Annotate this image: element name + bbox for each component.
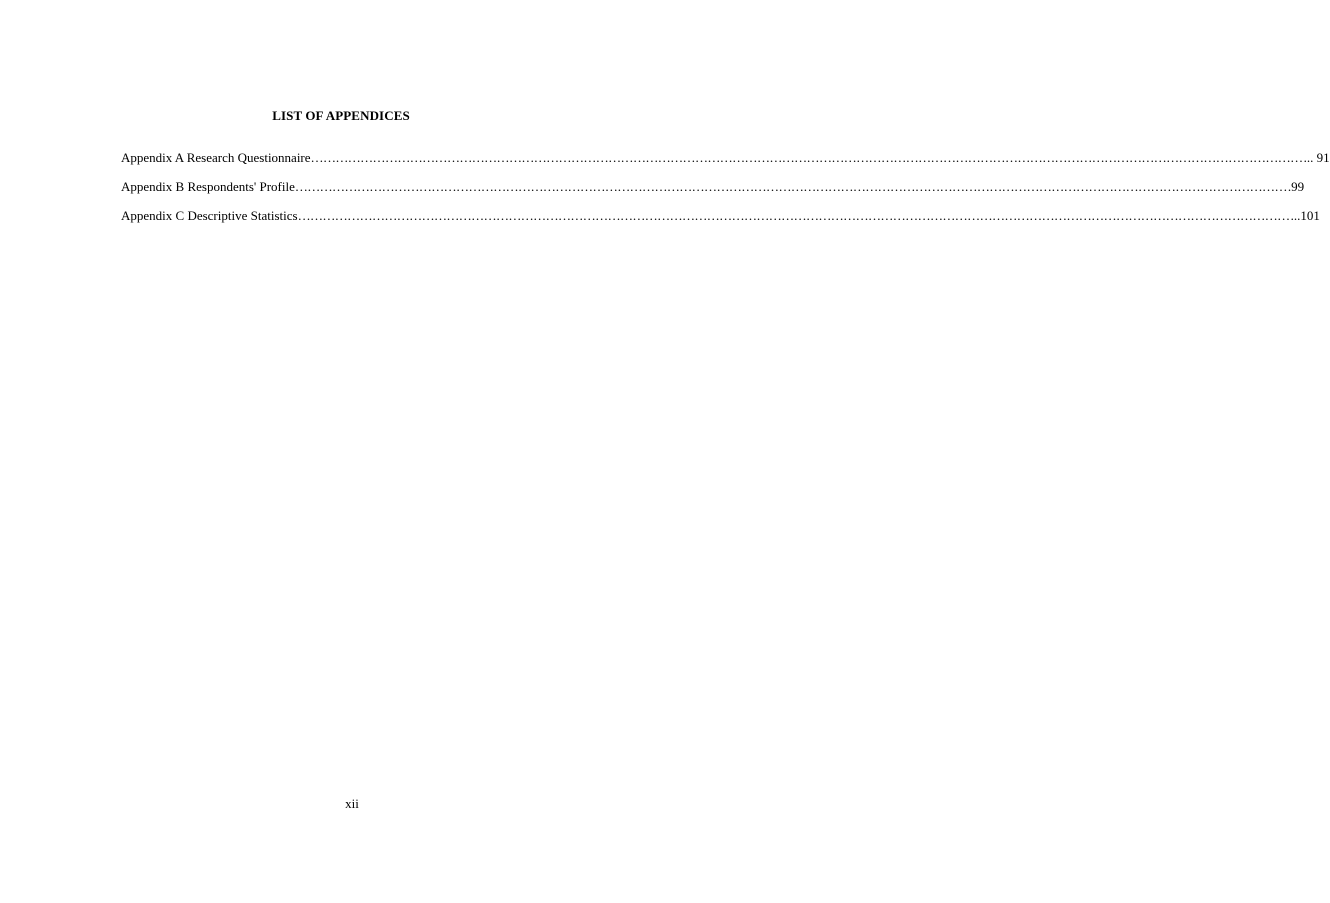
toc-entry — [121, 208, 1320, 223]
toc-entry-label: Appendix B Respondents' Profile — [121, 179, 295, 194]
toc-leader-dots: …………………………………………………………………………………………………………………………………………………………………………………………………………………… — [294, 179, 1287, 194]
toc-leader-dots: …………………………………………………………………………………………………………………………………………………………………………………………………………………… — [297, 208, 1290, 223]
appendix-list — [121, 150, 1330, 237]
toc-entry-page: .99 — [1287, 179, 1305, 194]
toc-entry-label: Appendix A Research Questionnaire — [121, 150, 311, 165]
page-title: LIST OF APPENDICES — [272, 108, 410, 123]
toc-leader-dots: …………………………………………………………………………………………………………………………………………………………………………………………………………………… — [310, 150, 1303, 165]
toc-entry — [121, 150, 1330, 165]
toc-entry — [121, 179, 1305, 194]
toc-entry-page: ... 91 — [1303, 150, 1330, 165]
toc-entry-page: ...101 — [1290, 208, 1320, 223]
toc-entry-label: Appendix C Descriptive Statistics — [121, 208, 298, 223]
page-number: xii — [345, 796, 359, 811]
